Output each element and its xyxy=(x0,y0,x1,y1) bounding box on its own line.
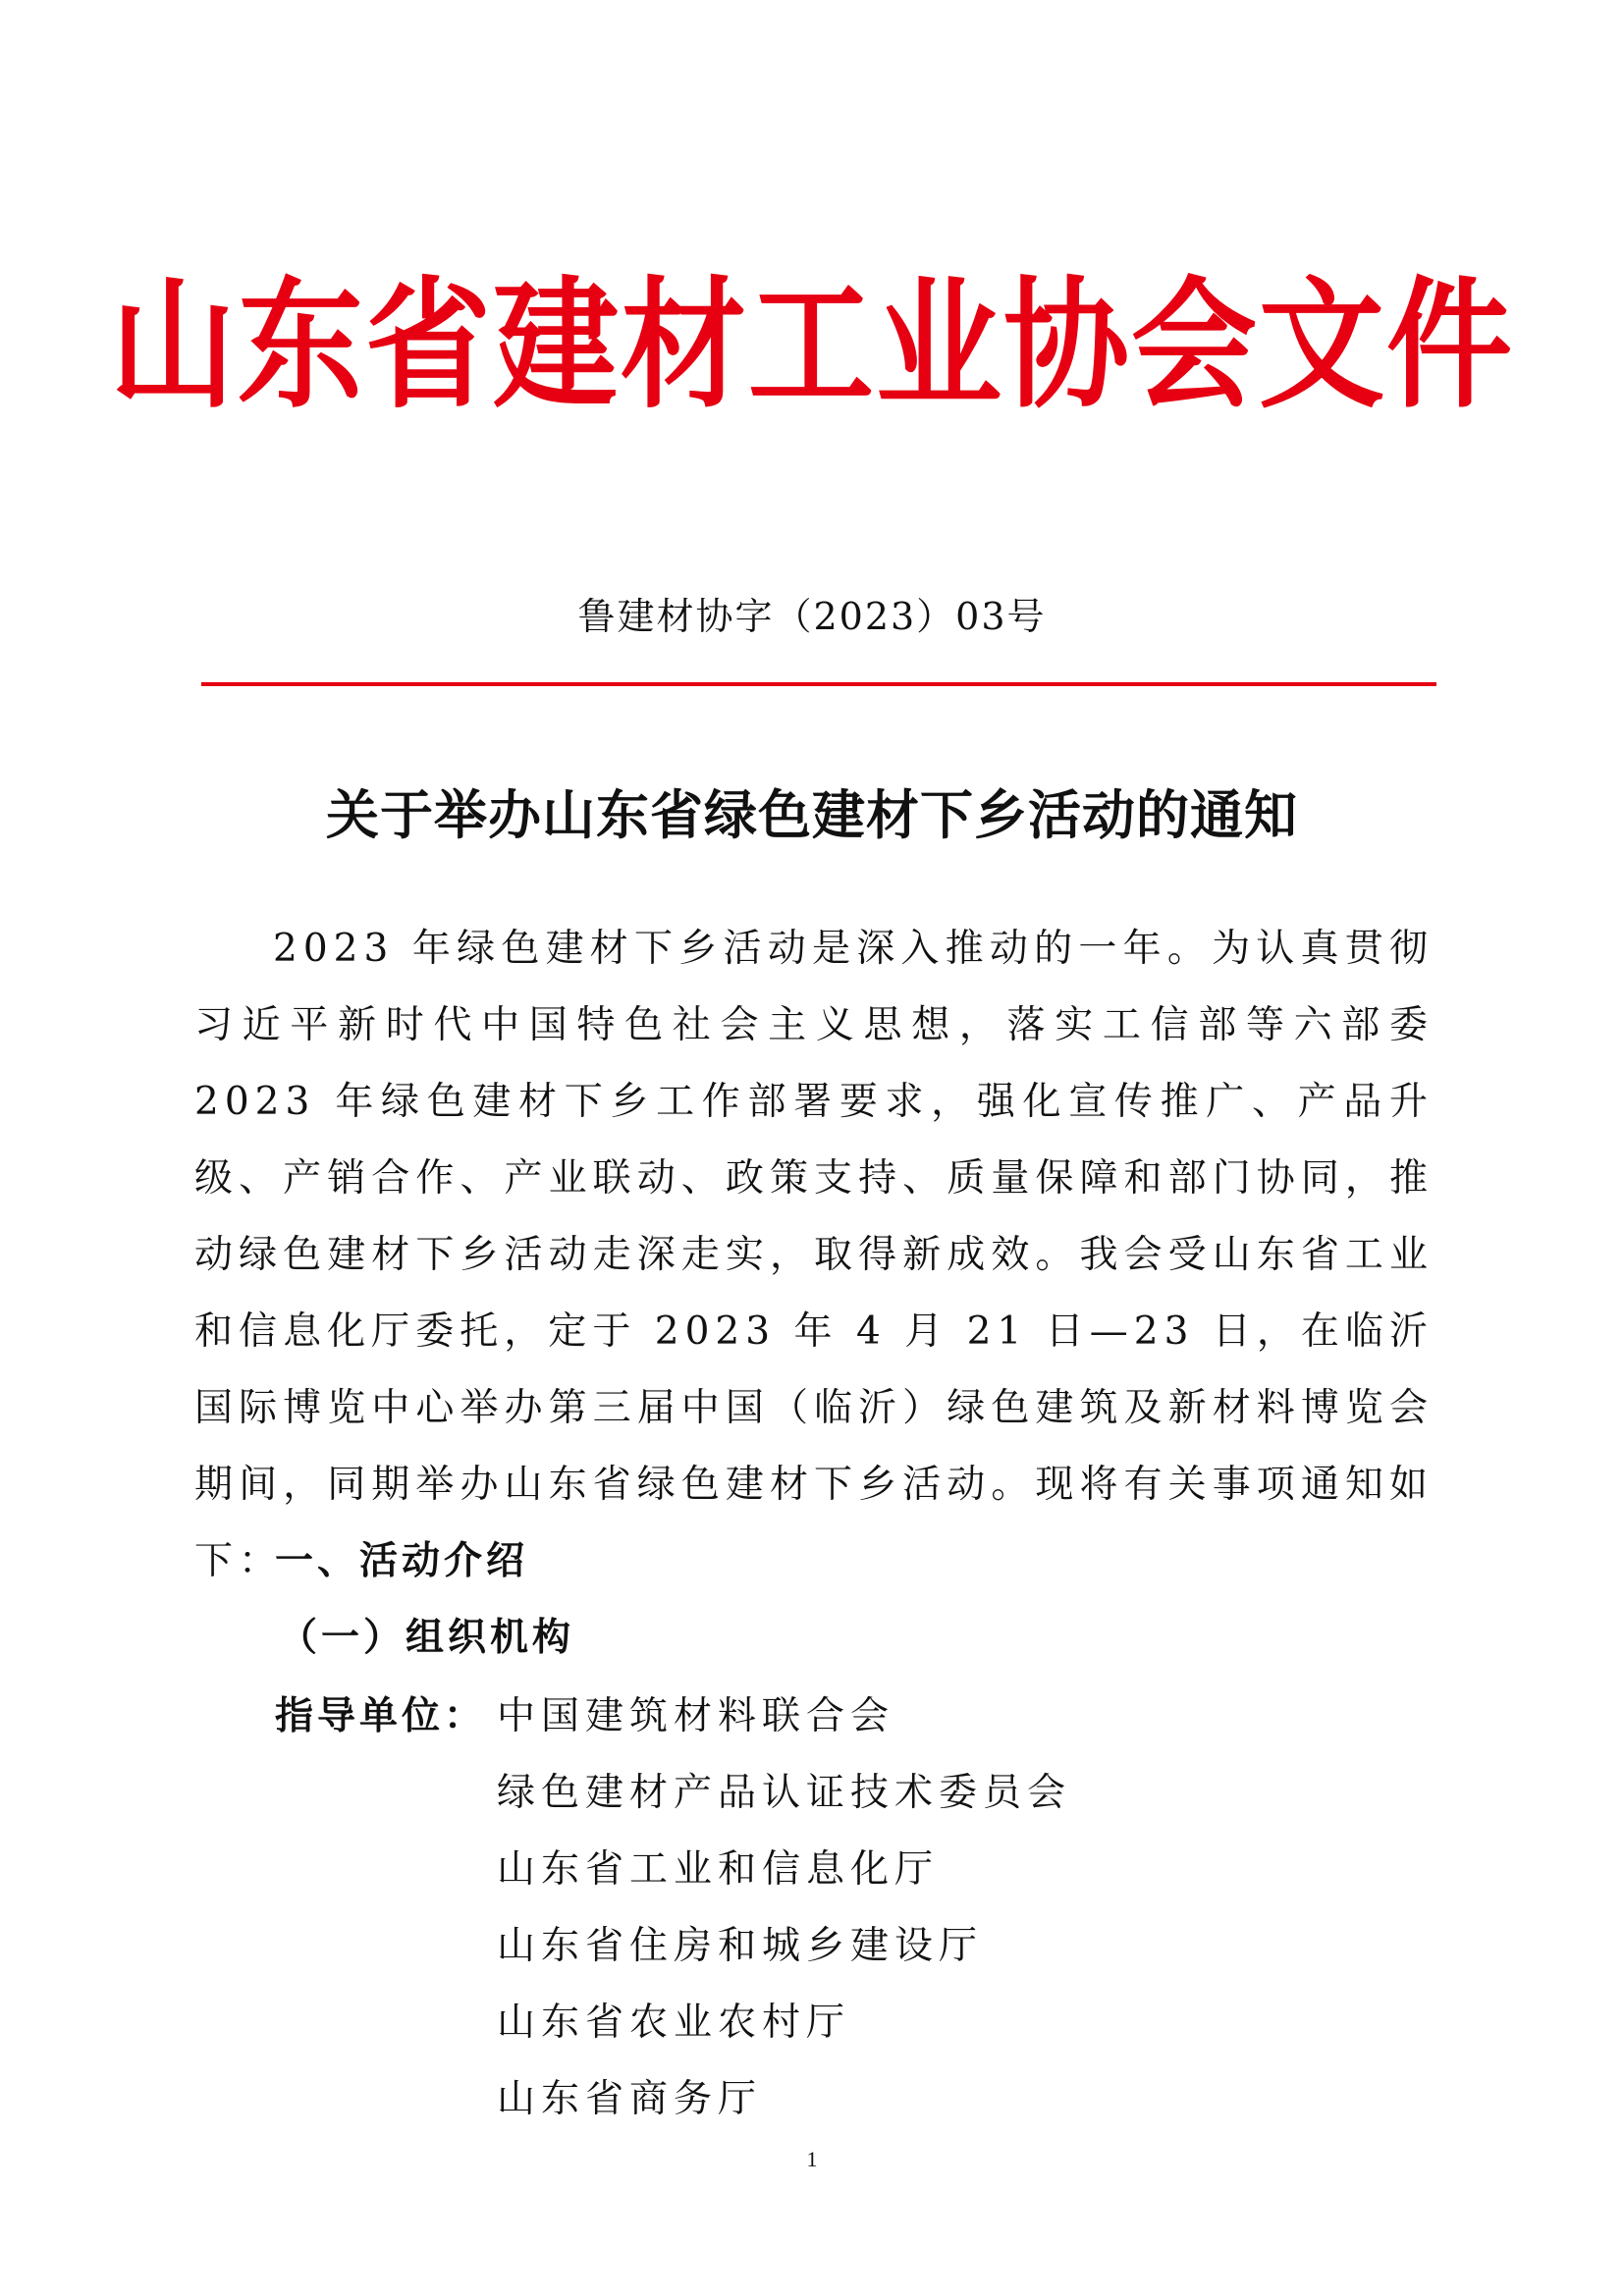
masthead-title: 山东省建材工业协会文件 xyxy=(109,263,1514,428)
guide-unit-item: 中国建筑材料联合会 xyxy=(497,1694,895,1738)
document-number: 鲁建材协字（2023）03号 xyxy=(577,595,1047,638)
red-divider-line xyxy=(201,682,1436,686)
guide-units-label: 指导单位： xyxy=(275,1694,487,1738)
notice-body-paragraph: 2023 年绿色建材下乡活动是深入推动的一年。为认真贯彻习近平新时代中国特色社会主义思想，落实工信部等六部委 2023 年绿色建材下乡工作部署要求，强化宣传推广、产品升级、产销合作、产业联动、政策支持、质量保障和部门协同，推动绿色建材下乡活动走深走实，取得新成效。我会受山东省工业和信息化厅委托，定于 2023 年 4 月 21 日—23 日，在临沂国际博览中心举办第三届中国（临沂）绿色建筑及新材料博览会期间，同期举办山东省绿色建材下乡活动。现将有关事项通知如下： xyxy=(194,927,1434,1583)
subsection-heading-organization: （一）组织机构 xyxy=(279,1616,575,1660)
guide-units-list xyxy=(497,1679,1071,2138)
page-number: 1 xyxy=(806,2147,818,2171)
guide-unit-item: 山东省商务厅 xyxy=(497,2077,763,2121)
guide-unit-item: 绿色建材产品认证技术委员会 xyxy=(497,1771,1072,1815)
guide-unit-item: 山东省农业农村厅 xyxy=(497,2001,851,2045)
notice-title: 关于举办山东省绿色建材下乡活动的通知 xyxy=(326,783,1298,846)
guide-unit-item: 山东省工业和信息化厅 xyxy=(497,1847,940,1892)
guide-unit-item: 山东省住房和城乡建设厅 xyxy=(497,1924,984,1968)
section-heading-activity-intro: 一、活动介绍 xyxy=(275,1539,529,1583)
